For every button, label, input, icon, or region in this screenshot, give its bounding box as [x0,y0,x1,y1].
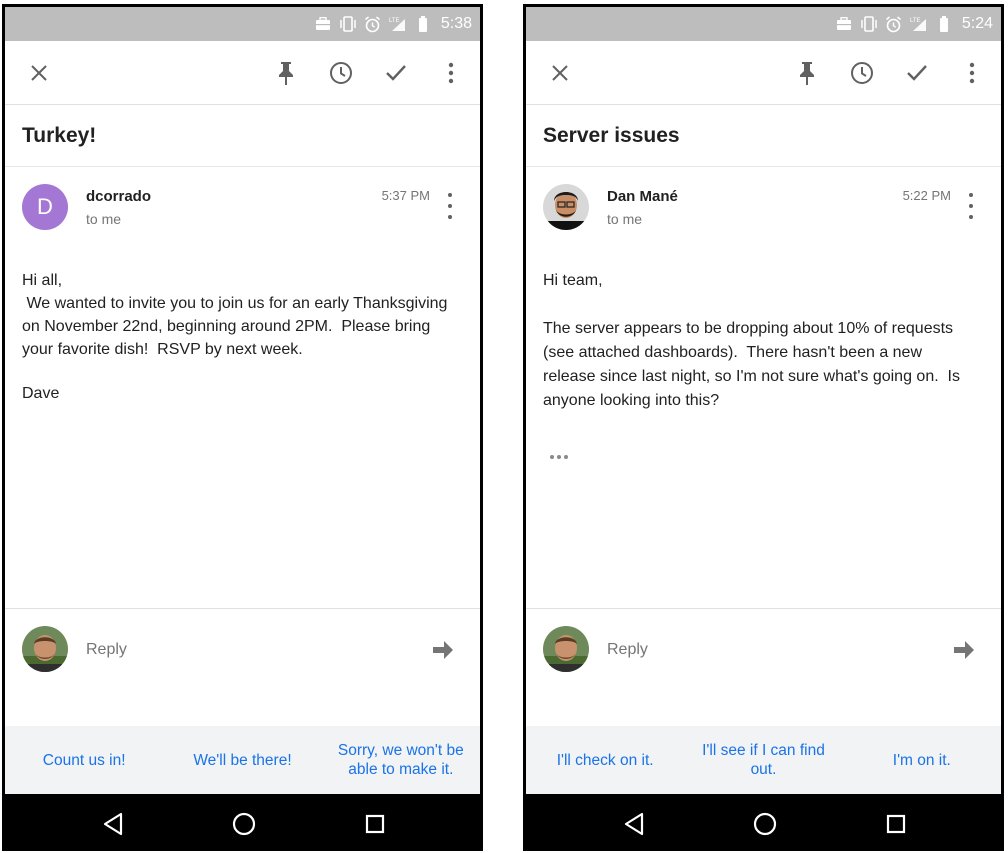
home-icon [232,812,256,836]
svg-text:LTE: LTE [388,18,400,24]
status-time: 5:38 [440,15,472,32]
sender-name: Dan Mané [607,188,678,205]
close-icon [551,64,569,82]
smart-reply-3[interactable]: Sorry, we won't be able to make it. [337,742,464,778]
briefcase-icon [314,16,332,32]
smart-reply-2[interactable]: I'll see if I can find out. [702,742,825,778]
toolbar [526,41,1001,105]
pin-icon [799,61,815,85]
back-button[interactable] [99,810,127,838]
done-button[interactable] [899,55,935,91]
vibrate-icon [860,16,878,32]
avatar [543,626,589,672]
home-button[interactable] [751,810,779,838]
pin-icon [278,61,294,85]
forward-arrow-icon [953,640,975,660]
show-trimmed-content-icon[interactable] [550,455,568,459]
recipient-label: to me [86,211,122,227]
lte-signal-icon [910,16,928,32]
reply-area [526,608,1001,726]
forward-arrow-icon [432,640,454,660]
snooze-button[interactable] [323,55,359,91]
lte-signal-icon [389,16,407,32]
recents-icon [886,814,906,834]
more-vert-icon [448,62,454,84]
battery-icon [935,16,953,32]
back-button[interactable] [620,810,648,838]
back-icon [623,812,645,836]
close-button[interactable] [21,55,57,91]
reply-area [5,608,480,726]
sender-header [5,167,480,247]
sender-name: dcorrado [86,188,152,205]
avatar[interactable] [543,184,589,230]
avatar-letter: D [37,194,53,219]
more-vert-icon [969,62,975,84]
recents-icon [365,814,385,834]
recents-button[interactable] [361,810,389,838]
check-icon [385,64,407,82]
done-button[interactable] [378,55,414,91]
back-icon [102,812,124,836]
message-body [543,269,977,413]
email-subject: Turkey! [5,105,480,167]
recipient-label: to me [607,211,643,227]
close-icon [30,64,48,82]
smart-reply-2[interactable]: We'll be there! [193,751,292,769]
message-more-icon[interactable] [963,193,979,219]
snooze-button[interactable] [844,55,880,91]
status-bar [526,7,1001,41]
phone-screen-left [2,4,483,851]
avatar[interactable] [22,184,68,230]
alarm-icon [885,16,903,32]
smart-reply-1[interactable]: Count us in! [42,751,126,769]
more-options-button[interactable] [954,55,990,91]
navigation-bar [526,794,1001,851]
body-paragraph: The server appears to be dropping about 10% of requests (see attached dashboards). There hasn't been a new release since last night, so I'm not sure what's going on. Is anyone looking into this? [543,320,965,409]
toolbar [5,41,480,105]
body-paragraph: We wanted to invite you to join us for an early Thanksgiving on November 22nd, beginning around 2PM. Please bring your favorite dish! RSVP by next week. [22,295,452,358]
pin-button[interactable] [789,55,825,91]
home-icon [753,812,777,836]
clock-icon [329,61,353,85]
body-paragraph: Hi team, [543,272,603,289]
body-paragraph: Hi all, [22,272,63,289]
reply-button[interactable]: Reply [607,641,648,658]
battery-icon [414,16,432,32]
forward-button[interactable] [432,640,454,660]
message-time: 5:22 PM [902,188,951,203]
clock-icon [850,61,874,85]
smart-replies [5,726,480,794]
pin-button[interactable] [268,55,304,91]
smart-reply-3[interactable]: I'm on it. [892,751,951,769]
forward-button[interactable] [953,640,975,660]
briefcase-icon [835,16,853,32]
avatar [22,626,68,672]
status-time: 5:24 [961,15,993,32]
message-body [22,269,456,405]
more-options-button[interactable] [433,55,469,91]
sender-header [526,167,1001,247]
message-more-icon[interactable] [442,193,458,219]
alarm-icon [364,16,382,32]
close-button[interactable] [542,55,578,91]
navigation-bar [5,794,480,851]
reply-button[interactable]: Reply [86,641,127,658]
home-button[interactable] [230,810,258,838]
status-bar [5,7,480,41]
phone-screen-right [523,4,1004,851]
vibrate-icon [339,16,357,32]
check-icon [906,64,928,82]
recents-button[interactable] [882,810,910,838]
smart-replies [526,726,1001,794]
email-subject: Server issues [526,105,1001,167]
smart-reply-1[interactable]: I'll check on it. [556,751,654,769]
body-signature: Dave [22,385,60,402]
svg-text:LTE: LTE [909,18,921,24]
message-time: 5:37 PM [381,188,430,203]
